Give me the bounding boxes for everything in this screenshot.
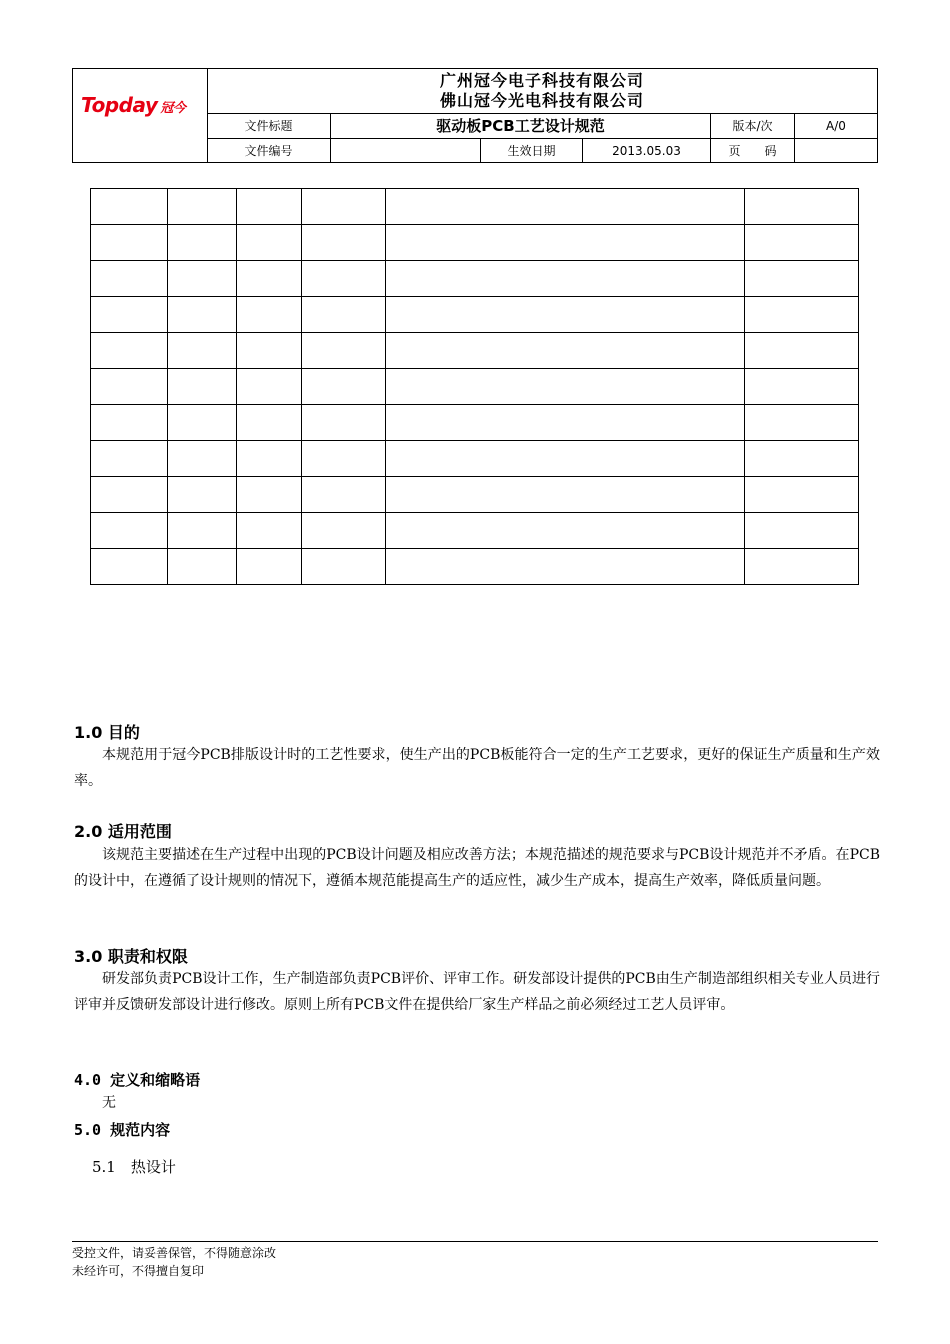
version-value: A/0 [826, 119, 846, 133]
company-name-1: 广州冠今电子科技有限公司 [439, 71, 644, 90]
table-cell [91, 477, 168, 513]
table-row [91, 477, 859, 513]
effective-date-label: 生效日期 [481, 139, 583, 163]
table-cell [237, 261, 302, 297]
doc-title: 驱动板PCB工艺设计规范 [331, 114, 711, 138]
table-cell [386, 513, 745, 549]
table-cell [302, 333, 386, 369]
table-cell [168, 549, 237, 585]
table-cell [168, 405, 237, 441]
table-row [91, 513, 859, 549]
table-cell [168, 189, 237, 225]
table-cell [745, 549, 859, 585]
table-cell [91, 441, 168, 477]
doc-no-value [331, 139, 481, 163]
table-cell [386, 477, 745, 513]
revision-table-body [91, 189, 859, 585]
table-cell [302, 225, 386, 261]
table-cell [386, 441, 745, 477]
table-cell [386, 369, 745, 405]
table-cell [237, 333, 302, 369]
company-logo [81, 93, 185, 117]
table-cell [302, 477, 386, 513]
table-cell [237, 297, 302, 333]
header-row-title [207, 113, 877, 138]
table-cell [745, 297, 859, 333]
table-cell [237, 225, 302, 261]
page-value [795, 139, 877, 163]
table-cell [302, 405, 386, 441]
table-cell [302, 549, 386, 585]
table-cell [745, 441, 859, 477]
version-label: 版本/次 [711, 114, 795, 138]
table-cell [237, 477, 302, 513]
table-cell [745, 405, 859, 441]
table-cell [237, 405, 302, 441]
table-cell [168, 477, 237, 513]
section-3-text: 研发部负责PCB设计工作，生产制造部负责PCB评价、评审工作。研发部设计提供的PCB由生产制造部组织相关专业人员进行评审并反馈研发部设计进行修改。原则上所有PCB文件在提供给厂家生产样品之前必须经过工艺人员评审。 [74, 971, 880, 1013]
company-names [207, 69, 877, 115]
table-cell [302, 369, 386, 405]
table-cell [386, 405, 745, 441]
table-cell [745, 513, 859, 549]
table-cell [302, 441, 386, 477]
section-2-text: 该规范主要描述在生产过程中出现的PCB设计问题及相应改善方法；本规范描述的规范要求与PCB设计规范并不矛盾。在PCB的设计中，在遵循了设计规则的情况下，遵循本规范能提高生产的适应性，减少生产成本，提高生产效率，降低质量问题。 [74, 847, 880, 889]
table-cell [386, 297, 745, 333]
logo-text: Topday [81, 93, 158, 117]
table-cell [745, 189, 859, 225]
table-cell [237, 549, 302, 585]
footer-divider [72, 1241, 878, 1242]
table-cell [168, 225, 237, 261]
logo-cn: 冠今 [160, 101, 186, 116]
document-header [72, 68, 878, 163]
table-cell [237, 441, 302, 477]
table-cell [168, 369, 237, 405]
table-cell [91, 549, 168, 585]
table-row [91, 333, 859, 369]
table-cell [302, 297, 386, 333]
table-cell [386, 333, 745, 369]
table-row [91, 261, 859, 297]
table-cell [386, 225, 745, 261]
table-row [91, 297, 859, 333]
table-cell [168, 261, 237, 297]
table-cell [91, 333, 168, 369]
table-cell [302, 513, 386, 549]
table-cell [237, 369, 302, 405]
table-cell [91, 513, 168, 549]
table-row [91, 369, 859, 405]
company-name-2: 佛山冠今光电科技有限公司 [439, 91, 644, 110]
table-cell [91, 189, 168, 225]
table-cell [168, 297, 237, 333]
table-cell [386, 261, 745, 297]
table-cell [302, 261, 386, 297]
table-cell [91, 369, 168, 405]
table-cell [745, 225, 859, 261]
table-cell [745, 369, 859, 405]
section-1-text: 本规范用于冠今PCB排版设计时的工艺性要求，使生产出的PCB板能符合一定的生产工艺要求，更好的保证生产质量和生产效率。 [74, 747, 880, 789]
section-4-text: 无 [102, 1095, 116, 1111]
table-cell [237, 513, 302, 549]
footer-line-2: 未经许可，不得擅自复印 [72, 1264, 205, 1278]
table-row [91, 225, 859, 261]
section-3-title: 3.0 职责和权限 [74, 947, 188, 966]
logo-cell [73, 69, 208, 162]
section-1-title: 1.0 目的 [74, 723, 140, 742]
table-cell [386, 189, 745, 225]
table-row [91, 405, 859, 441]
page-label: 页 码 [711, 139, 795, 163]
table-cell [168, 333, 237, 369]
doc-no-label: 文件编号 [207, 139, 331, 163]
table-cell [745, 333, 859, 369]
table-cell [91, 225, 168, 261]
section-2-title: 2.0 适用范围 [74, 822, 172, 841]
table-row [91, 441, 859, 477]
footer-line-1: 受控文件，请妥善保管，不得随意涂改 [72, 1246, 277, 1260]
section-4-title: 4.0 定义和缩略语 [74, 1071, 201, 1089]
doc-title-label: 文件标题 [207, 114, 331, 138]
header-row-meta [207, 138, 877, 163]
table-cell [237, 189, 302, 225]
table-cell [91, 405, 168, 441]
effective-date-value: 2013.05.03 [583, 139, 711, 163]
table-cell [168, 513, 237, 549]
table-cell [386, 549, 745, 585]
section-5-title: 5.0 规范内容 [74, 1121, 171, 1139]
table-row [91, 189, 859, 225]
revision-table [90, 188, 859, 585]
table-cell [745, 477, 859, 513]
table-row [91, 549, 859, 585]
table-cell [302, 189, 386, 225]
table-cell [168, 441, 237, 477]
table-cell [91, 297, 168, 333]
section-5-1-title: 5.1 热设计 [92, 1158, 176, 1176]
table-cell [745, 261, 859, 297]
table-cell [91, 261, 168, 297]
